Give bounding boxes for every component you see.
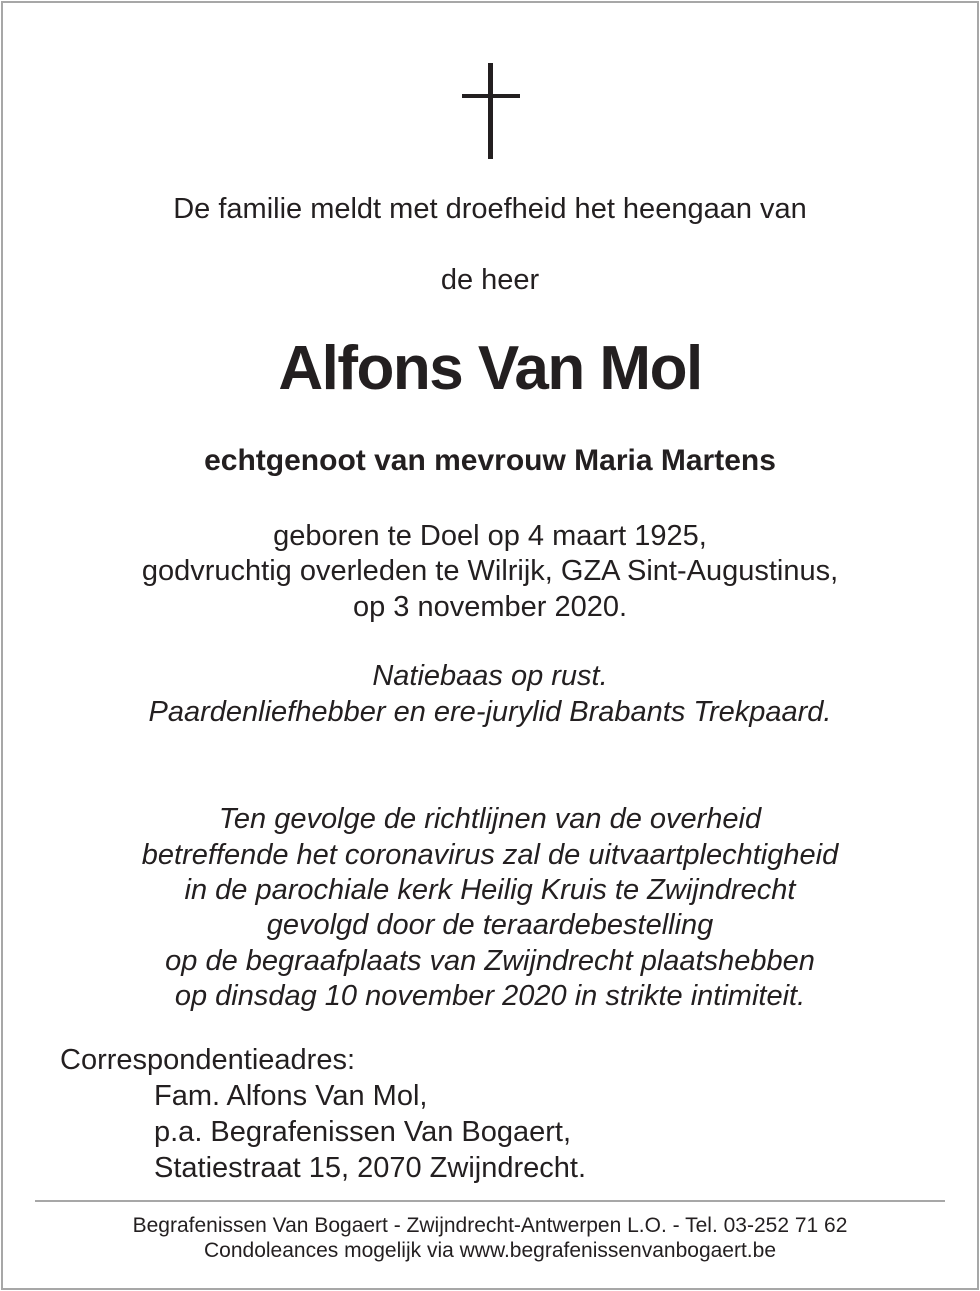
deceased-name: Alfons Van Mol bbox=[278, 334, 702, 403]
correspondence-line: p.a. Begrafenissen Van Bogaert, bbox=[154, 1116, 572, 1148]
funeral-line: betreffende het coronavirus zal de uitvaartplechtigheid bbox=[141, 839, 839, 871]
cross-icon bbox=[462, 63, 520, 159]
intro-text: De familie meldt met droefheid het heengaan van bbox=[173, 193, 807, 225]
funeral-line: Ten gevolge de richtlijnen van de overheid bbox=[218, 803, 762, 835]
hobby-line: Paardenliefhebber en ere-jurylid Brabants Trekpaard. bbox=[148, 696, 832, 728]
condolence-website: Condoleances mogelijk via www.begrafenissenvanbogaert.be bbox=[203, 1239, 776, 1262]
correspondence-line: Fam. Alfons Van Mol, bbox=[154, 1080, 428, 1112]
funeral-line: op de begraafplaats van Zwijndrecht plaatshebben bbox=[165, 945, 815, 977]
funeral-line: in de parochiale kerk Heilig Kruis te Zwijndrecht bbox=[184, 874, 796, 906]
funeral-line: op dinsdag 10 november 2020 in strikte intimiteit. bbox=[174, 980, 806, 1012]
footer-divider bbox=[35, 1200, 945, 1202]
correspondence-label: Correspondentieadres: bbox=[60, 1044, 356, 1076]
funeral-line: gevolgd door de teraardebestelling bbox=[266, 909, 714, 941]
honorific: de heer bbox=[440, 264, 540, 296]
birth-line: geboren te Doel op 4 maart 1925, bbox=[273, 520, 707, 552]
correspondence-line: Statiestraat 15, 2070 Zwijndrecht. bbox=[154, 1152, 587, 1184]
death-date-line: op 3 november 2020. bbox=[352, 591, 628, 623]
funeral-home-contact: Begrafenissen Van Bogaert - Zwijndrecht-Antwerpen L.O. - Tel. 03-252 71 62 bbox=[132, 1214, 848, 1237]
cross-horizontal-bar bbox=[462, 94, 520, 98]
death-line: godvruchtig overleden te Wilrijk, GZA Sint-Augustinus, bbox=[141, 555, 839, 587]
occupation-line: Natiebaas op rust. bbox=[372, 660, 608, 692]
cross-vertical-bar bbox=[488, 63, 493, 159]
spouse-line: echtgenoot van mevrouw Maria Martens bbox=[204, 444, 776, 477]
